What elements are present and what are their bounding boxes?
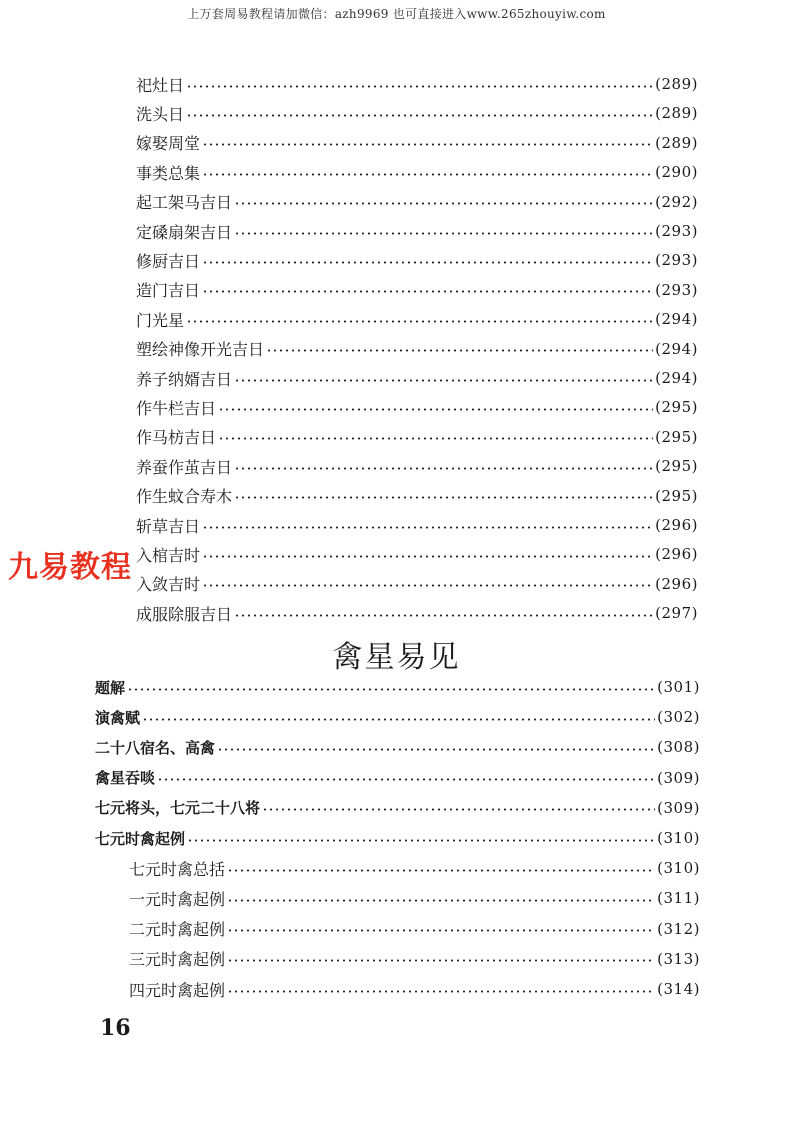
dot-leader [262, 808, 655, 811]
toc-entry-page: (294) [655, 310, 698, 329]
toc-entry [136, 308, 698, 330]
toc-entry-page: (293) [655, 222, 698, 240]
toc-entry [136, 249, 698, 271]
dot-leader [227, 899, 655, 902]
toc-entry-page: (295) [655, 457, 698, 476]
dot-leader [186, 320, 653, 323]
toc-entry [129, 978, 700, 1000]
dot-leader [227, 869, 655, 872]
toc-entry [136, 132, 698, 154]
toc-entry [95, 676, 700, 698]
toc-entry [136, 161, 698, 183]
dot-leader [227, 929, 655, 932]
toc-entry-title: 题解 [95, 678, 126, 697]
toc-entry-title: 起工架马吉日 [136, 193, 233, 213]
toc-entry [95, 797, 700, 819]
toc-entry-title: 四元时禽起例 [129, 980, 226, 1000]
toc-entry-page: (294) [655, 339, 698, 358]
toc-entry-page: (309) [657, 768, 700, 787]
toc-entry-title: 斩草吉日 [136, 516, 201, 536]
toc-entry [136, 367, 698, 389]
dot-leader [234, 467, 653, 470]
toc-entry-page: (295) [655, 486, 698, 505]
toc-entry-page: (308) [657, 738, 700, 757]
toc-entry-page: (292) [655, 192, 698, 211]
toc-entry [136, 543, 698, 565]
toc-entry [129, 857, 700, 879]
toc-entry [136, 191, 698, 213]
toc-entry-title: 成服除服吉日 [136, 604, 233, 624]
toc-entry-title: 门光星 [136, 310, 185, 330]
watermark-text: 九易教程 [8, 550, 132, 585]
dot-leader [234, 614, 653, 617]
toc-entry [136, 102, 698, 124]
toc-entry-title: 塑绘神像开光吉日 [136, 340, 265, 360]
toc-entry-title: 二十八宿名、高禽 [95, 738, 216, 757]
dot-leader [234, 232, 653, 235]
toc-entry-title: 养蚕作茧吉日 [136, 457, 233, 477]
toc-entry [136, 279, 698, 301]
dot-leader [202, 584, 653, 587]
dot-leader [186, 85, 653, 88]
toc-entry-title: 嫁娶周堂 [136, 134, 201, 154]
section-title: 禽星易见 [332, 640, 461, 675]
toc-entry [129, 948, 700, 970]
toc-entry-page: (295) [655, 398, 698, 417]
toc-entry-page: (310) [657, 829, 700, 847]
dot-leader [217, 748, 655, 751]
page-header: 上万套周易教程请加微信：azh9969 也可直接进入www.265zhouyiw.com [187, 7, 606, 21]
toc-entry-page: (301) [657, 678, 700, 696]
toc-entry-page: (293) [655, 251, 698, 270]
toc-entry-page: (302) [657, 708, 700, 727]
toc-entry [136, 396, 698, 418]
toc-entry-title: 七元时禽总括 [129, 859, 226, 879]
toc-entry [129, 887, 700, 909]
toc-entry-title: 入敛吉时 [136, 575, 201, 595]
toc-entry-page: (289) [655, 75, 698, 93]
toc-entry-page: (296) [655, 516, 698, 534]
toc-entry [95, 827, 700, 849]
toc-entry [95, 767, 700, 789]
toc-entry-title: 二元时禽起例 [129, 920, 226, 940]
toc-entry-page: (296) [655, 545, 698, 564]
toc-entry-page: (295) [655, 427, 698, 446]
toc-entry [136, 73, 698, 95]
toc-entry-title: 养子纳婿吉日 [136, 369, 233, 389]
toc-entry-title: 禽星吞啖 [95, 769, 156, 788]
toc-entry-title: 七元时禽起例 [95, 829, 186, 848]
toc-entry-title: 事类总集 [136, 163, 201, 183]
toc-entry-title: 作生蚊合寿木 [136, 487, 233, 507]
toc-entry [136, 514, 698, 536]
toc-entry-title: 洗头日 [136, 104, 185, 124]
toc-entry-title: 演禽赋 [95, 708, 141, 727]
toc-entry-page: (309) [657, 798, 700, 817]
dot-leader [202, 143, 653, 146]
toc-entry-page: (293) [655, 280, 698, 299]
toc-entry [136, 602, 698, 624]
toc-entry-page: (311) [657, 889, 700, 908]
toc-entry-title: 祀灶日 [136, 75, 185, 95]
dot-leader [187, 839, 655, 842]
dot-leader [202, 290, 653, 293]
toc-entry [95, 736, 700, 758]
dot-leader [218, 437, 653, 440]
toc-entry-title: 一元时禽起例 [129, 889, 226, 909]
toc-entry-title: 作牛栏吉日 [136, 398, 217, 418]
dot-leader [234, 379, 653, 382]
toc-entry-title: 七元将头，七元二十八将 [95, 799, 261, 818]
toc-entry-page: (289) [655, 104, 698, 123]
toc-entry-title: 修厨吉日 [136, 251, 201, 271]
toc-entry-page: (313) [657, 949, 700, 968]
toc-entry-page: (312) [657, 919, 700, 938]
dot-leader [142, 718, 655, 721]
dot-leader [266, 349, 653, 352]
dot-leader [202, 526, 653, 529]
toc-entry-title: 定磉扇架吉日 [136, 222, 233, 242]
dot-leader [157, 778, 655, 781]
toc-entry [136, 455, 698, 477]
dot-leader [186, 114, 653, 117]
toc-entry-page: (297) [655, 604, 698, 623]
toc-entry-page: (296) [655, 574, 698, 593]
toc-entry-page: (290) [655, 163, 698, 182]
toc-entry [136, 338, 698, 360]
page-number: 16 [100, 1015, 131, 1041]
toc-entry-page: (289) [655, 133, 698, 152]
toc-entry-title: 三元时禽起例 [129, 950, 226, 970]
dot-leader [218, 408, 653, 411]
dot-leader [234, 202, 653, 205]
toc-entry-title: 作马枋吉日 [136, 428, 217, 448]
toc-entry [129, 918, 700, 940]
toc-entry-title: 入棺吉时 [136, 545, 201, 565]
toc-entry [136, 220, 698, 242]
toc-entry-page: (310) [657, 859, 700, 878]
dot-leader [202, 555, 653, 558]
toc-entry-title: 造门吉日 [136, 281, 201, 301]
toc-entry-page: (294) [655, 369, 698, 387]
dot-leader [202, 173, 653, 176]
dot-leader [127, 688, 655, 691]
dot-leader [227, 959, 655, 962]
toc-entry [136, 426, 698, 448]
dot-leader [234, 496, 653, 499]
dot-leader [202, 261, 653, 264]
toc-entry [95, 706, 700, 728]
toc-entry [136, 573, 698, 595]
dot-leader [227, 990, 655, 993]
toc-entry-page: (314) [657, 980, 700, 998]
toc-entry [136, 485, 698, 507]
